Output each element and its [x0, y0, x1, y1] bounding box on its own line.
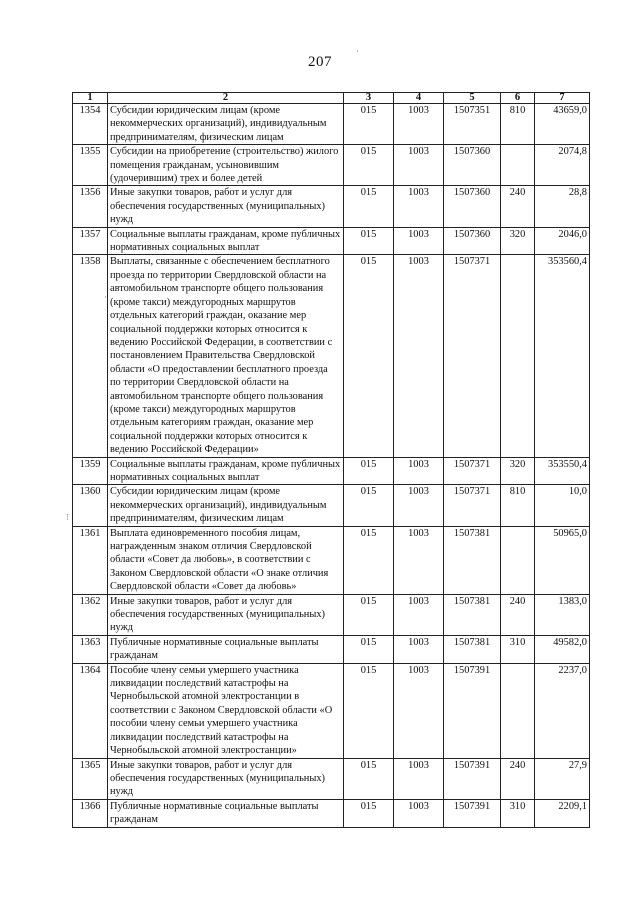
- row-expense-type-cell: 810: [501, 104, 535, 145]
- row-number-cell: 1361: [73, 526, 108, 594]
- row-section-code-cell: 1003: [394, 758, 444, 799]
- row-target-code-cell: 1507360: [444, 227, 501, 255]
- row-number-cell: 1362: [73, 594, 108, 635]
- row-name-cell: Иные закупки товаров, работ и услуг для обеспечения государственных (муниципальных) нужд: [108, 186, 344, 227]
- row-amount-cell: 353560,4: [535, 255, 590, 457]
- row-target-code-cell: 1507381: [444, 635, 501, 663]
- row-expense-type-cell: 320: [501, 227, 535, 255]
- row-target-code-cell: 1507371: [444, 255, 501, 457]
- row-ministry-code-cell: 015: [344, 635, 394, 663]
- row-target-code-cell: 1507391: [444, 758, 501, 799]
- row-amount-cell: 27,9: [535, 758, 590, 799]
- row-ministry-code-cell: 015: [344, 104, 394, 145]
- row-number-cell: 1363: [73, 635, 108, 663]
- row-number-cell: 1356: [73, 186, 108, 227]
- row-expense-type-cell: [501, 663, 535, 758]
- row-amount-cell: 10,0: [535, 485, 590, 526]
- table-row: [73, 104, 590, 145]
- row-expense-type-cell: 310: [501, 799, 535, 827]
- row-expense-type-cell: 240: [501, 186, 535, 227]
- row-ministry-code-cell: 015: [344, 255, 394, 457]
- row-section-code-cell: 1003: [394, 663, 444, 758]
- header-col-7: 7: [535, 93, 590, 104]
- table-row: [73, 145, 590, 186]
- row-name-cell: Публичные нормативные социальные выплаты гражданам: [108, 635, 344, 663]
- row-expense-type-cell: [501, 145, 535, 186]
- row-section-code-cell: 1003: [394, 227, 444, 255]
- header-col-5: 5: [444, 93, 501, 104]
- scan-speck: ·: [104, 292, 107, 302]
- row-ministry-code-cell: 015: [344, 186, 394, 227]
- row-name-cell: Пособие члену семьи умершего участника ликвидации последствий катастрофы на Чернобыльской атомной электростанции в соответствии с Законом Свердловской области «О пособии члену семьи умершего участника ликвидации последствий катастрофы на Чернобыльской атомной электростанции»: [108, 663, 344, 758]
- row-section-code-cell: 1003: [394, 526, 444, 594]
- row-section-code-cell: 1003: [394, 104, 444, 145]
- table-row: [73, 635, 590, 663]
- table-row: [73, 594, 590, 635]
- row-number-cell: 1366: [73, 799, 108, 827]
- row-amount-cell: 2237,0: [535, 663, 590, 758]
- row-ministry-code-cell: 015: [344, 227, 394, 255]
- row-amount-cell: 43659,0: [535, 104, 590, 145]
- row-ministry-code-cell: 015: [344, 485, 394, 526]
- row-name-cell: Выплата единовременного пособия лицам, награжденным знаком отличия Свердловской области «Совет да любовь», в соответствии с Законом Свердловской области «О знаке отличия Свердловской области «Совет да любовь»: [108, 526, 344, 594]
- table-row: [73, 255, 590, 457]
- row-name-cell: Субсидии юридическим лицам (кроме некоммерческих организаций), индивидуальным предпринимателям, физическим лицам: [108, 485, 344, 526]
- table-row: [73, 526, 590, 594]
- scan-speck: ⁝: [66, 512, 69, 522]
- row-name-cell: Социальные выплаты гражданам, кроме публичных нормативных социальных выплат: [108, 227, 344, 255]
- table-row: [73, 186, 590, 227]
- row-amount-cell: 353550,4: [535, 457, 590, 485]
- row-ministry-code-cell: 015: [344, 526, 394, 594]
- row-section-code-cell: 1003: [394, 186, 444, 227]
- row-expense-type-cell: 240: [501, 594, 535, 635]
- row-amount-cell: 50965,0: [535, 526, 590, 594]
- table-header-row: [73, 93, 590, 104]
- table-row: [73, 227, 590, 255]
- row-expense-type-cell: 310: [501, 635, 535, 663]
- row-name-cell: Субсидии на приобретение (строительство) жилого помещения гражданам, усыновившим (удочерившим) трех и более детей: [108, 145, 344, 186]
- row-section-code-cell: 1003: [394, 594, 444, 635]
- page-number: 207: [308, 54, 332, 70]
- row-number-cell: 1360: [73, 485, 108, 526]
- table-row: [73, 758, 590, 799]
- row-target-code-cell: 1507391: [444, 799, 501, 827]
- row-target-code-cell: 1507351: [444, 104, 501, 145]
- row-expense-type-cell: 810: [501, 485, 535, 526]
- row-section-code-cell: 1003: [394, 145, 444, 186]
- scan-speck: ·: [356, 46, 359, 56]
- row-target-code-cell: 1507360: [444, 186, 501, 227]
- row-name-cell: Выплаты, связанные с обеспечением бесплатного проезда по территории Свердловской области на автомобильном транспорте общего пользования (кроме такси) междугородных маршрутов отдельных категорий граждан, оказание мер социальной поддержки которых относится к ведению Российской Федерации, в соответствии с постановлением Правительства Свердловской области «О предоставлении бесплатного проезда по территории Свердловской области на автомобильном транспорте общего пользования (кроме такси) междугородных маршрутов отдельным категориям граждан, оказание мер социальной поддержки которых относится к ведению Российской Федерации»: [108, 255, 344, 457]
- row-ministry-code-cell: 015: [344, 594, 394, 635]
- row-ministry-code-cell: 015: [344, 663, 394, 758]
- row-name-cell: Субсидии юридическим лицам (кроме некоммерческих организаций), индивидуальным предпринимателям, физическим лицам: [108, 104, 344, 145]
- row-amount-cell: 2209,1: [535, 799, 590, 827]
- table-row: [73, 799, 590, 827]
- row-name-cell: Иные закупки товаров, работ и услуг для обеспечения государственных (муниципальных) нужд: [108, 594, 344, 635]
- row-section-code-cell: 1003: [394, 799, 444, 827]
- header-col-1: 1: [73, 93, 108, 104]
- row-section-code-cell: 1003: [394, 635, 444, 663]
- header-col-4: 4: [394, 93, 444, 104]
- row-number-cell: 1354: [73, 104, 108, 145]
- table-row: [73, 663, 590, 758]
- row-ministry-code-cell: 015: [344, 799, 394, 827]
- row-expense-type-cell: 320: [501, 457, 535, 485]
- header-col-6: 6: [501, 93, 535, 104]
- row-ministry-code-cell: 015: [344, 457, 394, 485]
- row-target-code-cell: 1507360: [444, 145, 501, 186]
- row-amount-cell: 1383,0: [535, 594, 590, 635]
- table-row: [73, 457, 590, 485]
- row-target-code-cell: 1507391: [444, 663, 501, 758]
- row-name-cell: Публичные нормативные социальные выплаты гражданам: [108, 799, 344, 827]
- row-amount-cell: 2046,0: [535, 227, 590, 255]
- header-col-3: 3: [344, 93, 394, 104]
- row-number-cell: 1365: [73, 758, 108, 799]
- row-ministry-code-cell: 015: [344, 758, 394, 799]
- row-number-cell: 1355: [73, 145, 108, 186]
- row-expense-type-cell: [501, 255, 535, 457]
- budget-table: [72, 92, 590, 828]
- row-amount-cell: 49582,0: [535, 635, 590, 663]
- row-section-code-cell: 1003: [394, 457, 444, 485]
- row-number-cell: 1357: [73, 227, 108, 255]
- row-target-code-cell: 1507381: [444, 594, 501, 635]
- table-row: [73, 485, 590, 526]
- row-target-code-cell: 1507371: [444, 457, 501, 485]
- row-number-cell: 1359: [73, 457, 108, 485]
- row-name-cell: Иные закупки товаров, работ и услуг для обеспечения государственных (муниципальных) нужд: [108, 758, 344, 799]
- row-number-cell: 1358: [73, 255, 108, 457]
- header-col-2: 2: [108, 93, 344, 104]
- row-expense-type-cell: 240: [501, 758, 535, 799]
- row-amount-cell: 2074,8: [535, 145, 590, 186]
- row-name-cell: Социальные выплаты гражданам, кроме публичных нормативных социальных выплат: [108, 457, 344, 485]
- row-target-code-cell: 1507381: [444, 526, 501, 594]
- row-ministry-code-cell: 015: [344, 145, 394, 186]
- row-section-code-cell: 1003: [394, 255, 444, 457]
- row-target-code-cell: 1507371: [444, 485, 501, 526]
- row-number-cell: 1364: [73, 663, 108, 758]
- row-amount-cell: 28,8: [535, 186, 590, 227]
- row-section-code-cell: 1003: [394, 485, 444, 526]
- row-expense-type-cell: [501, 526, 535, 594]
